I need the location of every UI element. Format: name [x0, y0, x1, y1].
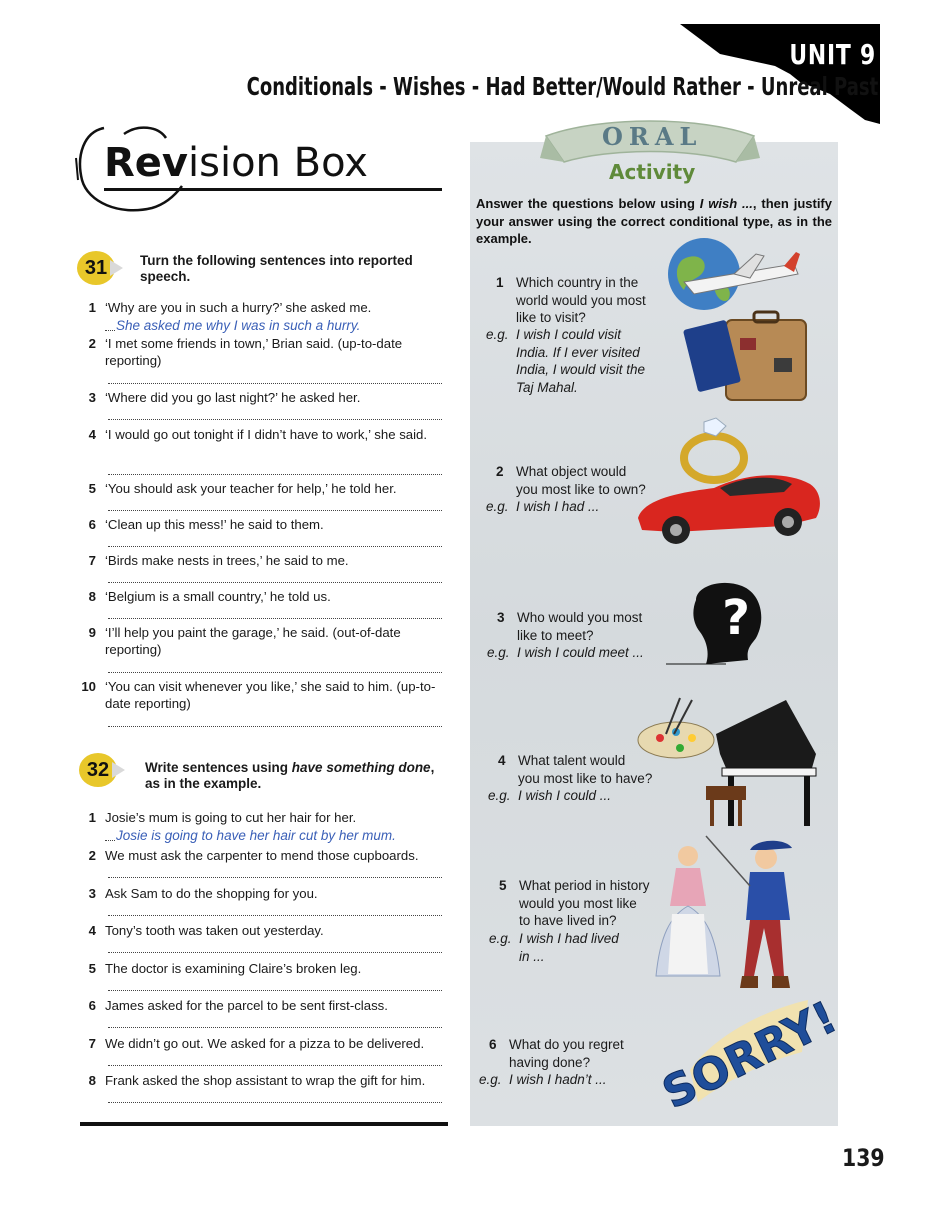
item-number: 4: [88, 427, 96, 442]
question-line: Who would you most: [517, 610, 643, 625]
item-text: ‘You should ask your teacher for help,’ he told her.: [105, 481, 397, 496]
exercise-item: [80, 299, 442, 335]
example-line: I wish I could meet ...: [517, 645, 644, 660]
unit-subtitle: Conditionals - Wishes - Had Better/Would Rather - Unreal Past: [246, 72, 878, 101]
item-text: ‘Where did you go last night?’ he asked her.: [105, 390, 361, 405]
revision-box-title: Revision Box: [104, 140, 368, 186]
example-line: India. If I ever visited: [516, 344, 640, 360]
item-text: Tony’s tooth was taken out yesterday.: [105, 923, 324, 938]
question-text: [519, 877, 650, 930]
item-text: ‘Belgium is a small country,’ he told us.: [105, 589, 331, 604]
example-line: in ...: [519, 948, 545, 964]
question-line: What do you regret: [509, 1037, 624, 1052]
exercise-32-badge: 32: [78, 752, 126, 788]
example-line: Taj Mahal.: [516, 379, 578, 395]
exercise-item: [80, 922, 442, 954]
exercise-32-instruction: Write sentences using have something done, as in the example.: [145, 760, 435, 791]
answer-line[interactable]: [108, 510, 442, 511]
exercise-item: [80, 516, 442, 548]
question-number: 4: [498, 753, 506, 768]
example-text: [519, 930, 619, 965]
item-number: 2: [88, 336, 96, 351]
oral-question-2: [496, 463, 666, 498]
answer-line[interactable]: [108, 672, 442, 673]
item-text: ‘I’ll help you paint the garage,’ he said. (out-of-date reporting): [105, 625, 401, 657]
exercise-31-instruction: Turn the following sentences into reported speech.: [140, 253, 413, 284]
answer-line[interactable]: [108, 1065, 442, 1066]
question-line: to have lived in?: [519, 913, 617, 928]
answer-line[interactable]: [108, 582, 442, 583]
exercise-item: [80, 960, 442, 992]
example-text: [516, 326, 645, 396]
eg-label: e.g.: [489, 931, 512, 946]
exercise-item: [80, 1072, 442, 1104]
example-line: I wish I had lived: [519, 931, 619, 946]
page-number: 139: [842, 1144, 885, 1172]
question-number: 1: [496, 275, 504, 290]
oral-instructions: Answer the questions below using I wish ..., then justify your answer using the correct conditional type, as in the example.: [476, 196, 832, 246]
item-number: 1: [88, 300, 96, 315]
oral-activity-title: Activity: [609, 160, 696, 184]
exercise-item: [80, 389, 442, 421]
question-text: [518, 752, 652, 787]
example-answer: She asked me why I was in such a hurry.: [116, 318, 361, 333]
eg-label: e.g.: [486, 499, 509, 514]
question-line: world would you most: [516, 292, 646, 308]
answer-line[interactable]: [108, 915, 442, 916]
oral-question-3: [497, 609, 667, 644]
item-text: Frank asked the shop assistant to wrap the gift for him.: [105, 1073, 426, 1088]
example-line: I wish I could visit: [516, 327, 622, 342]
eg-label: e.g.: [486, 327, 509, 342]
exercise-item: [80, 624, 442, 676]
exercise-31-badge: 31: [76, 250, 124, 286]
item-text: The doctor is examining Claire’s broken leg.: [105, 961, 362, 976]
question-line: like to meet?: [517, 627, 594, 643]
question-line: would you most like: [519, 895, 637, 911]
example-text: [509, 1071, 607, 1089]
exercise-item: [80, 1035, 442, 1067]
item-number: 5: [88, 961, 96, 976]
answer-line[interactable]: [108, 726, 442, 727]
item-text: We must ask the carpenter to mend those cupboards.: [105, 848, 419, 863]
exercise-item: [80, 678, 442, 730]
historical-figures-icon: [646, 836, 826, 1000]
eg-label: e.g.: [488, 788, 511, 803]
question-line: What talent would: [518, 753, 626, 768]
answer-line[interactable]: [108, 383, 442, 384]
item-text: We didn’t go out. We asked for a pizza to be delivered.: [105, 1036, 425, 1051]
answer-dots-prefix: [105, 330, 115, 331]
example-line: India, I would visit the: [516, 362, 646, 377]
answer-line[interactable]: [108, 952, 442, 953]
item-number: 6: [88, 517, 96, 532]
example-text: [518, 787, 611, 805]
question-line: having done?: [509, 1054, 591, 1070]
question-number: 6: [489, 1037, 497, 1052]
bottom-rule: [80, 1122, 448, 1126]
oral-title: ORAL: [602, 122, 703, 151]
question-number: 3: [497, 610, 505, 625]
item-text: ‘I would go out tonight if I didn’t have to work,’ she said.: [105, 427, 428, 442]
item-number: 3: [88, 390, 96, 405]
answer-line[interactable]: [108, 877, 442, 878]
question-text: [516, 274, 646, 327]
revision-rule: [104, 188, 442, 191]
item-number: 8: [88, 1073, 96, 1088]
item-number: 10: [81, 679, 96, 694]
example-answer: Josie is going to have her hair cut by her mum.: [116, 828, 396, 843]
exercise-item: [80, 426, 442, 478]
example-line: I wish I could ...: [518, 788, 612, 803]
item-text: ‘I met some friends in town,’ Brian said. (up-to-date reporting): [105, 336, 403, 368]
unit-label: UNIT 9: [789, 38, 876, 71]
question-line: you most like to own?: [516, 481, 646, 497]
question-line: you most like to have?: [518, 770, 653, 786]
question-number: 5: [499, 878, 507, 893]
answer-dots-prefix: [105, 840, 115, 841]
answer-line[interactable]: [108, 474, 442, 475]
oral-question-4: [498, 752, 668, 787]
exercise-item: [80, 588, 442, 620]
question-line: What period in history: [519, 878, 650, 893]
item-number: 4: [88, 923, 96, 938]
item-number: 3: [88, 886, 96, 901]
exercise-item: [80, 480, 442, 512]
oral-question-6: [489, 1036, 659, 1071]
globe-plane-suitcase-icon: [664, 234, 814, 414]
example-line: I wish I hadn’t ...: [509, 1072, 607, 1087]
eg-label: e.g.: [487, 645, 510, 660]
answer-line[interactable]: [108, 1102, 442, 1103]
item-text: Ask Sam to do the shopping for you.: [105, 886, 318, 901]
item-text: James asked for the parcel to be sent first-class.: [105, 998, 388, 1013]
item-number: 2: [88, 848, 96, 863]
oral-question-5: [499, 877, 669, 930]
item-number: 7: [88, 553, 96, 568]
question-text: [509, 1036, 624, 1071]
sorry-text: SORRY!: [654, 991, 845, 1120]
question-line: like to visit?: [516, 310, 586, 325]
item-text: ‘You can visit whenever you like,’ she said to him. (up-to-date reporting): [105, 679, 436, 711]
exercise-item: [80, 997, 442, 1029]
exercise-item: [80, 885, 442, 917]
answer-line[interactable]: [108, 618, 442, 619]
answer-line[interactable]: [108, 546, 442, 547]
exercise-item: [80, 809, 442, 845]
question-line: Which country in the: [516, 275, 639, 290]
item-text: ‘Birds make nests in trees,’ he said to me.: [105, 553, 349, 568]
item-number: 5: [88, 481, 96, 496]
item-text: ‘Clean up this mess!’ he said to them.: [105, 517, 324, 532]
answer-line[interactable]: [108, 1027, 442, 1028]
mystery-person-icon: [666, 580, 776, 670]
eg-label: e.g.: [479, 1072, 502, 1087]
answer-line[interactable]: [108, 990, 442, 991]
example-text: [516, 498, 599, 516]
item-number: 1: [88, 810, 96, 825]
sorry-stamp-icon: [654, 991, 845, 1120]
item-text: ‘Why are you in such a hurry?’ she asked me.: [105, 300, 372, 315]
example-line: I wish I had ...: [516, 499, 600, 514]
item-number: 6: [88, 998, 96, 1013]
item-number: 7: [88, 1036, 96, 1051]
item-number: 8: [88, 589, 96, 604]
item-number: 9: [88, 625, 96, 640]
question-text: [517, 609, 642, 644]
svg-text:?: ?: [722, 590, 750, 646]
oral-question-1: [496, 274, 666, 327]
exercise-item: [80, 552, 442, 584]
exercise-item: [80, 335, 442, 387]
item-text: Josie’s mum is going to cut her hair for her.: [105, 810, 357, 825]
example-text: [517, 644, 644, 662]
exercise-item: [80, 847, 442, 879]
question-text: [516, 463, 646, 498]
question-line: What object would: [516, 464, 627, 479]
question-number: 2: [496, 464, 504, 479]
answer-line[interactable]: [108, 419, 442, 420]
